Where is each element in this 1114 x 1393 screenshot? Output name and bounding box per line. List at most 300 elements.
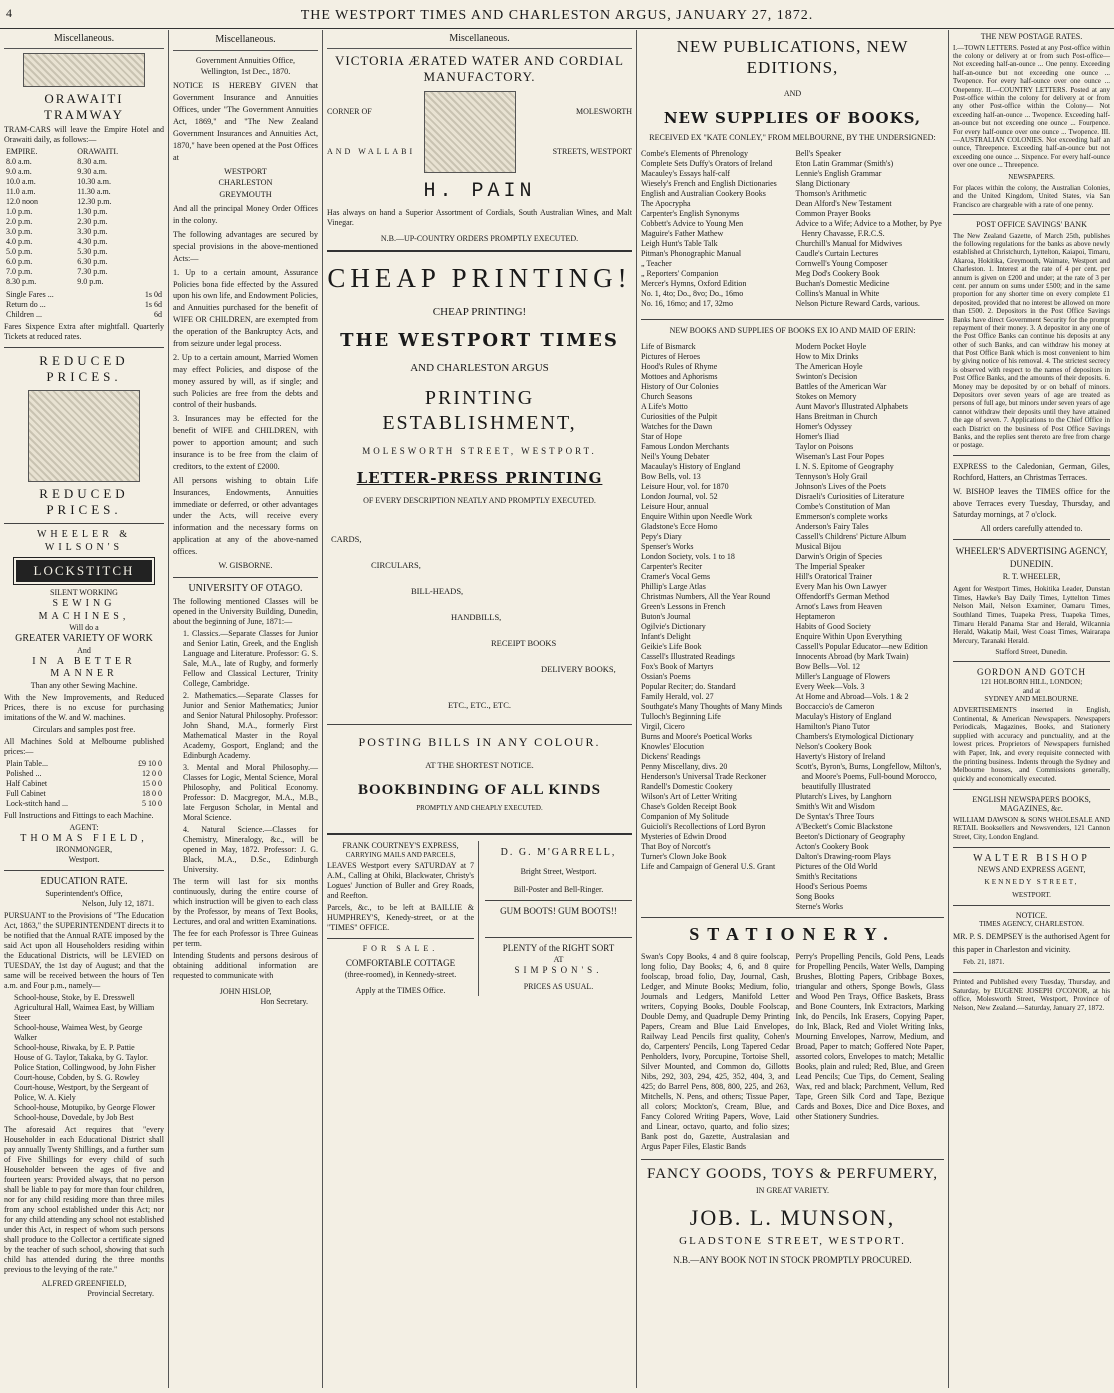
tram-header-empire: EMPIRE. xyxy=(6,147,38,156)
divider xyxy=(485,937,632,938)
masthead xyxy=(0,0,1114,29)
book-list-item: Swinton's Decision xyxy=(795,372,858,382)
promptly-cheaply: PROMPTLY AND CHEAPLY EXECUTED. xyxy=(416,803,543,812)
book-list-item: „ Teacher xyxy=(641,259,672,269)
table-cell: 8.30 p.m. xyxy=(6,277,37,286)
education-text: PURSUANT to the Provisions of "The Education Act, 1863," the SUPERINTENDENT directs it to be notified that the Annual RATE imposed by the said Act upon all Householders residing within the Educational Districts, will be LEVIED on TUESDAY, the 1st day of August; and that the same will be received between the hours of Ten a.m. and Four p.m., namely— xyxy=(4,910,164,990)
book-list-item: Slang Dictionary xyxy=(795,179,850,189)
orders-text: All orders carefully attended to. xyxy=(980,523,1083,533)
english-newspapers: ENGLISH NEWSPAPERS BOOKS, MAGAZINES, &c. xyxy=(972,794,1091,814)
divider xyxy=(953,789,1110,790)
education-closing: The aforesaid Act requires that "every Householder in each Educational District shall pay annually Twenty Shillings, and a further sum of Five Shillings for every child of such Householder between the ages of five and fourteen years: Provided always, that no person shall be liable to pay for more than four children, nor for any child residing more than three miles from any school established under this Act; nor for any child attending any school not established under this Act, in respect of whom such persons shall produce to the Collector a certificate signed by the teacher of such school, showing that such child has attended during the three months previous to the levying of the rate." xyxy=(4,1124,164,1274)
book-list-item: Popular Reciter; do. Standard xyxy=(641,682,736,692)
courtney-title: FRANK COURTNEY'S EXPRESS, xyxy=(342,840,459,850)
cottage-text: (three-roomed), in Kennedy-street. xyxy=(344,969,457,979)
table-row xyxy=(4,789,164,799)
section-heading: Miscellaneous. xyxy=(4,30,164,49)
book-list-item: Cassell's Popular Educator—new Edition xyxy=(795,642,928,652)
list-item: School-house, Riwaka, by E. P. Pattie xyxy=(14,1042,135,1052)
book-list-item: Spenser's Works xyxy=(641,542,694,552)
book-list-item: Sterne's Works xyxy=(795,902,844,912)
table-cell: 6.0 p.m. xyxy=(6,257,33,266)
silent-working: SILENT WORKING xyxy=(50,588,118,598)
courtney-text-2: Parcels, &c., to be left at BAILLIE & HUMPHREY'S, Kenedy-street, or at the "TIMES" OFFICE. xyxy=(327,903,474,933)
book-list-1-left xyxy=(641,149,790,309)
victoria-address xyxy=(327,91,632,173)
table-row xyxy=(4,267,164,277)
book-list-item: Turner's Clown Joke Book xyxy=(641,852,727,862)
list-item: Agricultural Hall, Waimea East, by William Steer xyxy=(14,1002,155,1022)
book-list-item: Henderson's Universal Trade Reckoner xyxy=(641,772,767,782)
book-list-item: Penny Miscellany, divs. 20 xyxy=(641,762,728,772)
divider xyxy=(641,917,944,918)
book-list-item: Advice to a Wife; Advice to a Mother, by Pye Henry Chavasse, F.R.C.S. xyxy=(795,219,942,239)
and-text: AND xyxy=(783,88,802,98)
book-list-item: Caudle's Curtain Lectures xyxy=(795,249,879,259)
book-list-item: Pitman's Phonographic Manual xyxy=(641,249,742,259)
divider xyxy=(953,539,1110,540)
table-cell: 5 10 0 xyxy=(142,798,162,808)
greater-variety: GREATER VARIETY OF WORK xyxy=(15,633,153,645)
book-list-item: Dean Alford's New Testament xyxy=(795,199,892,209)
table-cell: 12.30 p.m. xyxy=(77,197,112,206)
divider xyxy=(953,455,1110,456)
gladstone-street: GLADSTONE STREET, WESTPORT. xyxy=(679,1235,906,1247)
education-title: EDUCATION RATE. xyxy=(40,876,128,888)
book-list-item: De Syntax's Three Tours xyxy=(795,812,875,822)
book-list-item: Battles of the American War xyxy=(795,382,887,392)
divider xyxy=(485,900,632,901)
section-heading: Miscellaneous. xyxy=(173,30,318,51)
education-date: Nelson, July 12, 1871. xyxy=(82,898,154,908)
book-list-item: Mysteries of Edwin Drood xyxy=(641,832,727,842)
dawson-text: WILLIAM DAWSON & SONS WHOLESALE AND RETAIL Booksellers and Newsvenders, 121 Cannon Street, City, London England. xyxy=(953,815,1110,842)
table-cell: £9 10 0 xyxy=(138,758,162,768)
courtney-sub: CARRYING MAILS AND PARCELS, xyxy=(345,850,456,859)
book-list-item: Mottoes and Aphorisms xyxy=(641,372,718,382)
book-list-item: Nelson's Cookery Book xyxy=(795,742,872,752)
book-list-item: Christmas Numbers, All the Year Round xyxy=(641,592,771,602)
mgarrell-advert xyxy=(485,841,632,996)
table-row xyxy=(4,300,164,310)
table-cell: Children ... xyxy=(6,310,42,319)
book-list-item: Randell's Domestic Cookery xyxy=(641,782,733,792)
list-item: House of G. Taylor, Takaka, by G. Taylor. xyxy=(14,1052,148,1062)
walter-bishop: WALTER BISHOP xyxy=(973,852,1090,864)
advertisements-text: ADVERTISEMENTS inserted in English, Continental, & American Newspapers. Newspapers Periodicals, Magazines, Books, and Stationery supplied with accuracy and punctuality, and at the lowest prices. Proprietors of Newspapers furnished with Paper, Ink, and every requisite connected with the printing business. Indents through the Sydney and Melbourne houses, and Commissions generally, quickly and economically executed. xyxy=(953,705,1110,783)
stationery-text xyxy=(641,950,944,1154)
book-list-item: No. 16, 16mo; and 17, 32mo xyxy=(641,299,733,309)
table-row xyxy=(4,759,164,769)
cheap-printing-headline: CHEAP PRINTING! xyxy=(327,263,632,293)
book-list-item: Bow Bells, vol. 13 xyxy=(641,472,701,482)
table-row xyxy=(4,769,164,779)
table-cell: 12 0 0 xyxy=(142,768,162,778)
wheeler-title: WHEELER'S ADVERTISING AGENCY, DUNEDIN. xyxy=(955,546,1108,570)
book-list-item: Burns and Moore's Poetical Works xyxy=(641,732,752,742)
book-list-item: Geikie's Life Book xyxy=(641,642,702,652)
divider xyxy=(173,577,318,578)
table-row xyxy=(4,217,164,227)
book-list-item: Cobbett's Advice to Young Men xyxy=(641,219,744,229)
table-cell: 3.0 p.m. xyxy=(6,227,33,236)
divider xyxy=(953,847,1110,848)
book-list-item: Guicioli's Recollections of Lord Byron xyxy=(641,822,766,832)
received-text: RECEIVED EX "KATE CONLEY," FROM MELBOURNE, BY THE UNDERSIGNED: xyxy=(649,133,936,143)
book-list-item: Offendorff's German Method xyxy=(795,592,890,602)
book-list-item: No. 1, 4to; Do., 8vo; Do., 16mo xyxy=(641,289,744,299)
university-signature-title: Hon Secretary. xyxy=(260,997,308,1007)
tram-intro: TRAM-CARS will leave the Empire Hotel and Orawaiti daily, as follows:— xyxy=(4,125,164,144)
bottom-adverts xyxy=(327,841,632,996)
list-item: School-house, Dovedale, by Job Best xyxy=(14,1112,134,1122)
book-list-item: At Home and Abroad—Vols. 1 & 2 xyxy=(795,692,909,702)
table-cell: 12.0 noon xyxy=(6,197,38,206)
table-cell: Single Fares ... xyxy=(6,290,54,299)
every-description: OF EVERY DESCRIPTION NEATLY AND PROMPTLY EXECUTED. xyxy=(363,495,596,505)
express-text: EXPRESS to the Caledonian, German, Giles, Rochford, Hatters, an Christmas Terraces. xyxy=(953,461,1110,483)
divider xyxy=(953,972,1110,973)
postage-title: THE NEW POSTAGE RATES. xyxy=(980,32,1083,41)
stafford-street: Stafford Street, Dunedin. xyxy=(995,647,1068,656)
great-variety: IN GREAT VARIETY. xyxy=(756,1185,829,1195)
book-list-item: Habits of Good Society xyxy=(795,622,871,632)
book-list-item: Modern Pocket Hoyle xyxy=(795,342,867,352)
book-list-item: The American Hoyle xyxy=(795,362,863,372)
item-billheads: BILL-HEADS, xyxy=(411,585,464,596)
savings-bank-title: POST OFFICE SAVINGS' BANK xyxy=(976,220,1087,230)
table-row xyxy=(4,257,164,267)
book-list-item: Every Week—Vols. 3 xyxy=(795,682,865,692)
table-row xyxy=(4,277,164,287)
streets-westport: STREETS, WESTPORT xyxy=(552,147,632,156)
university-fee: The fee for each Professor is Three Guineas per term. xyxy=(173,929,318,949)
table-cell: 10.0 a.m. xyxy=(6,177,36,186)
kennedy-street: KENNEDY STREET, xyxy=(984,878,1079,887)
savings-bank-text: The New Zealand Gazette, of March 25th, publishes the following regulations for the banks as above newly established at Christchurch, Lyttelton, Kaiapoi, Timaru, Akaroa, Hokitika, Greymouth, Waimate, Westport and Charleston. 1. Interest at the rate of 4 per cent. per annum is given on £200 and under; at the rate of 3 per cent. per annum on sums under £500; and in the same proportion for any shorter time on every complete £1 deposited, provided that no interest be allowed on more than £500. 2. Depositors in the Post Office Savings Banks have direct Government Security for the prompt repayment of their money. 3. A depositor in any one of the Post Office Banks can continue his deposits at any other of such Banks, and can withdraw his money at that Post Office Bank which is most convenient to him by giving notice of his removal. 4. The strictest secrecy is observed with respect to the names of depositors in Post Office Banks, and the amounts of their deposits. 6. Money may be deposited by or on behalf of minors. Depositors over seven years of age are treated as persons of full age, but minors under seven years of age cannot withdraw their deposits until they have attained the age of seven. 7. Applications to the Chief Office in each District on the business of Post Office Savings Banks, and the replies sent thereto are free from charge or postage. xyxy=(953,231,1110,450)
fancy-goods-headline: FANCY GOODS, TOYS & PERFUMERY, xyxy=(647,1165,938,1182)
column-2 xyxy=(169,30,322,1388)
divider xyxy=(327,938,474,939)
address-left xyxy=(327,107,417,157)
dempsey-text: MR. P. S. DEMPSEY is the authorised Agent for this paper in Charleston and vicinity. xyxy=(953,931,1110,954)
book-list-item: Pictures of the Old World xyxy=(795,862,878,872)
book-list-item: Darwin's Origin of Species xyxy=(795,552,883,562)
item-handbills: HANDBILLS, xyxy=(451,611,502,622)
book-list-item: Bow Bells—Vol. 12 xyxy=(795,662,861,672)
education-signature-title: Provincial Secretary. xyxy=(87,1288,154,1298)
news-express-agent: NEWS AND EXPRESS AGENT, xyxy=(977,864,1086,874)
sewing-machine-illustration xyxy=(28,390,140,482)
book-list-item: Thomson's Arithmetic xyxy=(795,189,867,199)
table-row xyxy=(4,290,164,300)
book-list-item: Enquire Within Upon Everything xyxy=(795,632,902,642)
posting-bills: POSTING BILLS IN ANY COLOUR. xyxy=(358,735,601,750)
book-list-item: Pepy's Diary xyxy=(641,532,682,542)
gum-boots: GUM BOOTS! GUM BOOTS!! xyxy=(500,906,617,916)
school-list xyxy=(4,993,164,1123)
book-list-item: Every Man his Own Lawyer xyxy=(795,582,887,592)
book-list-item: Infant's Delight xyxy=(641,632,691,642)
table-cell: 11.30 a.m. xyxy=(77,187,111,196)
university-title: UNIVERSITY OF OTAGO. xyxy=(188,582,303,594)
tram-header-orawaiti: ORAWAITI. xyxy=(77,147,119,156)
and-at: and at xyxy=(1022,686,1041,695)
book-list-item: Acton's Cookery Book xyxy=(795,842,869,852)
book-list-item: Cassell's Childrens' Picture Album xyxy=(795,532,907,542)
prices-usual: PRICES AS USUAL. xyxy=(523,981,594,991)
table-cell: 1s 6d xyxy=(144,300,162,309)
divider xyxy=(4,523,164,524)
item-cards: CARDS, xyxy=(331,533,362,544)
book-list-item: Smith's Recitations xyxy=(795,872,858,882)
table-cell: 11.0 a.m. xyxy=(6,187,36,196)
book-list-item: Neil's Young Debater xyxy=(641,452,710,462)
holborn-hill: 121 HOLBORN HILL, LONDON; xyxy=(980,677,1083,686)
divider xyxy=(953,661,1110,662)
list-item: Police Station, Collingwood, by John Fisher xyxy=(14,1062,156,1072)
book-list-item: Disraeli's Curiosities of Literature xyxy=(795,492,905,502)
munson-name: JOB. L. MUNSON, xyxy=(689,1204,896,1230)
table-cell: 6d xyxy=(154,310,162,319)
town-westport: WESTPORT xyxy=(224,166,267,176)
book-list-item: Wilson's Art of Letter Writing xyxy=(641,792,737,802)
column-5 xyxy=(949,30,1114,1388)
book-list-item: A Life's Motto xyxy=(641,402,688,412)
book-list-item: Gladstone's Ecce Homo xyxy=(641,522,718,532)
book-list-item: Arnot's Laws from Heaven xyxy=(795,602,883,612)
table-row xyxy=(4,167,164,177)
fares-note: Fares Sixpence Extra after mightfall. Quarterly Tickets at reduced rates. xyxy=(4,322,164,341)
gov-point: 1. Up to a certain amount, Assurance Policies bona fide effected by the Assured upon his own life, and Endowment Policies, and Annuities purchased for the benefit of WIFE OR CHILDREN, are exempted from the operation of the Bankruptcy Acts, and from seizure under legal process. xyxy=(173,267,318,348)
divider xyxy=(4,870,164,871)
newspapers-text: For places within the colony, the Australian Colonies, and the United Kingdom, United States, via San Francisco are chargeable with a rate of one penny. xyxy=(953,183,1110,209)
book-list-item: Dalton's Drawing-room Plays xyxy=(795,852,891,862)
bishop-text: W. BISHOP leaves the TIMES office for the above Terraces every Tuesday, Thursday, and Saturday mornings, at 7 o'clock. xyxy=(953,486,1110,520)
table-cell: 3.30 p.m. xyxy=(77,227,108,236)
book-list-item: History of Our Colonies xyxy=(641,382,719,392)
table-cell: Lock-stitch hand ... xyxy=(6,798,68,808)
book-list-item: Common Prayer Books xyxy=(795,209,871,219)
bookbinding: BOOKBINDING OF ALL KINDS xyxy=(357,782,602,798)
gov-signature: W. GISBORNE. xyxy=(218,561,273,571)
new-publications-headline: NEW PUBLICATIONS, NEW EDITIONS, xyxy=(676,37,909,78)
book-list-item: Miller's Language of Flowers xyxy=(795,672,891,682)
university-term: The term will last for six months continuously, during the entire course of which instruction will be given to each class by the Professor, by means of Text Books, Lectures, and oral and written Examinations. xyxy=(173,877,318,927)
book-list-item: Carpenter's English Synonyms xyxy=(641,209,740,219)
book-list-item: That Boy of Norcott's xyxy=(641,842,711,852)
reduced-prices-heading-2: REDUCED PRICES. xyxy=(39,485,129,517)
book-list-item: Ossian's Poems xyxy=(641,672,691,682)
upcountry-note: N.B.—UP-COUNTRY ORDERS PROMPTLY EXECUTED. xyxy=(380,234,579,243)
gov-text-3: The following advantages are secured by special provisions in the above-mentioned Acts:— xyxy=(173,229,318,263)
book-list-item: Wiesely's French and English Dictionaries xyxy=(641,179,777,189)
table-cell: 18 0 0 xyxy=(142,788,162,798)
table-cell: 1.0 p.m. xyxy=(6,207,33,216)
item-etc: ETC., ETC., ETC. xyxy=(447,699,512,710)
book-list-item: Boccaccio's de Cameron xyxy=(795,702,875,712)
address-right xyxy=(522,107,632,157)
fares-table xyxy=(4,290,164,320)
column-3 xyxy=(323,30,636,1388)
table-row xyxy=(4,799,164,809)
agent-name: THOMAS FIELD, xyxy=(20,832,148,844)
town-charleston: CHARLESTON xyxy=(218,178,273,188)
letterpress-printing: LETTER-PRESS PRINTING xyxy=(356,469,603,487)
book-list-item: Plutarch's Lives, by Langhorn xyxy=(795,792,892,802)
price-table xyxy=(4,759,164,809)
table-row xyxy=(4,237,164,247)
book-list-item: Famous London Merchants xyxy=(641,442,729,452)
book-list-item: Family Herald, vol. 27 xyxy=(641,692,714,702)
table-row xyxy=(4,310,164,320)
newspaper-title: THE WESTPORT TIMES AND CHARLESTON ARGUS, JANUARY 27, 1872. xyxy=(300,8,814,23)
table-cell: Plain Table... xyxy=(6,758,48,768)
tram-illustration xyxy=(23,53,145,87)
university-class: 1. Classics.—Separate Classes for Junior and Senior Latin, Greek, and the English Language and Literature. Professor: G. S. Sale, M.A., late of Rugby, and formerly Fellow and Classical Lecturer, Trinity College, Cambridge. xyxy=(183,629,318,689)
divider xyxy=(953,214,1110,215)
table-cell: 5.0 p.m. xyxy=(6,247,33,256)
charleston-argus: AND CHARLESTON ARGUS xyxy=(410,362,549,374)
book-list-item: Tulloch's Beginning Life xyxy=(641,712,721,722)
university-class: 3. Mental and Moral Philosophy.—Classes for Logic, Mental Science, Moral Philosophy, and Political Economy. Professor: D. Macgregor, M.A., M.B., late Ferguson Scholar, in Mental and Moral Science. xyxy=(183,763,318,823)
book-list-item: Mercer's Hymns, Oxford Edition xyxy=(641,279,747,289)
book-list-item: Life of Bismarck xyxy=(641,342,696,352)
table-cell: 5.30 p.m. xyxy=(77,247,108,256)
book-list-item: A'Beckett's Comic Blackstone xyxy=(795,822,893,832)
tram-title: ORAWAITI TRAMWAY xyxy=(44,90,124,122)
gov-office: Government Annuities Office, xyxy=(195,55,296,65)
book-list-item: Hans Breitman in Church xyxy=(795,412,878,422)
gov-text-4: All persons wishing to obtain Life Insurances, Endowments, Annuities immediate or deferred, or other advantages under the Acts, will receive every information and the necessary forms on application at any of the above-named offices. xyxy=(173,475,318,557)
establishment-address: MOLESWORTH STREET, WESTPORT. xyxy=(362,445,597,456)
newspapers-title: NEWSPAPERS. xyxy=(1008,173,1055,182)
molesworth: MOLESWORTH xyxy=(576,107,632,116)
list-item: Court-house, Cobden, by S. G. Rowley xyxy=(14,1072,140,1082)
table-cell: 2.0 p.m. xyxy=(6,217,33,226)
table-cell: 6.30 p.m. xyxy=(77,257,108,266)
book-list-item: Haverty's History of Ireland xyxy=(795,752,886,762)
book-list-item: Fox's Book of Martyrs xyxy=(641,662,714,672)
mgarrell-street: Bright Street, Westport. xyxy=(520,867,597,876)
book-list-item: Combe's Elements of Phrenology xyxy=(641,149,748,159)
item-receipt-books: RECEIPT BOOKS xyxy=(491,637,557,648)
book-list-item: Song Books xyxy=(795,892,835,902)
table-cell: 8.30 a.m. xyxy=(77,157,107,166)
book-list-item: Buton's Journal xyxy=(641,612,691,622)
university-intro: The following mentioned Classes will be opened in the University Building, Dunedin, about the beginning of June, 1871:— xyxy=(173,597,318,627)
agent-trade: IRONMONGER, xyxy=(55,845,113,855)
stationery-text-left: Swan's Copy Books, 4 and 8 quire foolscap, long folio, Day Books; 4, 6, and 8 quire foolscap, broad folio, Day, Journal, Cash, Ledger, and Minute Books; Medium, folio, Journals and Ledgers, Manifold Letter writers, Copying Books, Double Foolscap, Double Demy, and Quadruple Demy Printing Papers, Cream and Blue Laid Envelopes, Railway Lead Pencils first quality, Cohen's do, Carpenters' Pencils, Long Tapered Cedar Penholders, Ivory, Porcupine, Tortoise Shell, Silver Mounted, and Common do, Gillotts Nibs, 292, 303, 294, 425, 352, 404, 3, and 425; do Barrel Pens, 808, 800, 225, and 263, Mitchells, N. Pens, and others; Tissue Paper, all colors; Mockton's, Cream, Blue, and Fancy Colored Writing Papers, Wove, Laid and Linear, octavo, quarto, and folio sizes; Bank post do, Gazette, Australasian and Argus Paper Files, Elastic Bands xyxy=(641,951,790,1151)
better-manner: IN A BETTER MANNER xyxy=(32,655,136,680)
book-list-item: Dickens' Readings xyxy=(641,752,701,762)
gov-date: Wellington, 1st Dec., 1870. xyxy=(200,67,291,77)
gov-point: 2. Up to a certain amount, Married Women may effect Policies, and dispose of the money assured by will, as if single; and such Policies are free from the debts and control of their husbands. xyxy=(173,352,318,410)
book-list-item: The Imperial Speaker xyxy=(795,562,865,572)
book-list-item: Musical Bijou xyxy=(795,542,842,552)
university-signature: JOHN HISLOP, xyxy=(219,987,272,997)
and-text: And xyxy=(77,645,91,655)
and-wallabi: AND WALLABI xyxy=(327,147,416,156)
book-list-item: English and Australian Cookery Books xyxy=(641,189,766,199)
than-text: Than any other Sewing Machine. xyxy=(30,680,138,690)
book-list-1-right xyxy=(796,149,945,309)
gov-text: NOTICE IS HEREBY GIVEN that Government Insurance and Annuities Offices, under "The Government Annuities Act, 1869," and "The New Zealand Government Insurances and Annuities Act, 1870," have been opened at the Post Offices at xyxy=(173,81,318,162)
book-list-item: Innocents Abroad (by Mark Twain) xyxy=(795,652,909,662)
table-cell: 10.30 a.m. xyxy=(77,177,111,186)
table-cell: 7.0 p.m. xyxy=(6,267,33,276)
divider xyxy=(953,905,1110,906)
printing-items xyxy=(327,514,632,694)
book-list-item: Eton Latin Grammar (Smith's) xyxy=(795,159,894,169)
book-list-item: Beeton's Dictionary of Geography xyxy=(795,832,906,842)
book-list-item: Virgil, Cicero xyxy=(641,722,685,732)
divider xyxy=(327,724,632,725)
for-sale: FOR SALE. xyxy=(362,944,439,954)
list-item: Court-house, Westport, by the Sergeant of Police, W. A. Kiely xyxy=(14,1082,149,1102)
factory-machine-illustration xyxy=(424,91,516,173)
page-number: 4 xyxy=(6,6,12,20)
table-row xyxy=(4,779,164,789)
book-list-item: Church Seasons xyxy=(641,392,693,402)
column-1 xyxy=(0,30,168,1388)
mgarrell-trade: Bill-Poster and Bell-Ringer. xyxy=(513,885,604,894)
book-list-item: Cornwell's Young Composer xyxy=(795,259,888,269)
book-list-item: London Journal, vol. 52 xyxy=(641,492,718,502)
table-cell: 9.0 p.m. xyxy=(77,277,104,286)
book-list-item: Heptameron xyxy=(795,612,836,622)
improvements-text: With the New Improvements, and Reduced Prices, there is no excuse for purchasing imitations of the W. and W. machines. xyxy=(4,692,164,722)
rt-wheeler: R. T. WHEELER, xyxy=(1002,572,1061,582)
table-cell: 4.30 p.m. xyxy=(77,237,108,246)
book-list-item: Macauley's Essays half-calf xyxy=(641,169,730,179)
book-list-item: Pictures of Heroes xyxy=(641,352,701,362)
table-row xyxy=(4,177,164,187)
table-row xyxy=(4,247,164,257)
book-list-2-left xyxy=(641,342,790,912)
book-list-item: Hood's Rules of Rhyme xyxy=(641,362,718,372)
book-list-item: Lennie's English Grammar xyxy=(795,169,882,179)
westport-text: WESTPORT. xyxy=(1012,890,1051,899)
divider xyxy=(4,347,164,348)
table-cell: 1s 0d xyxy=(144,290,162,299)
stationery-text-right: Perry's Propelling Pencils, Gold Pens, Leads for Propelling Pencils, Water Wells, Damping Brushes, Blotting Papers, Cribbage Boxes, triangular and others, Sponge Bowls, Glass and Wood Pen Trays, Office Baskets, Brass and Bone Counters, Ink Extractors, Marking Ink, do Pencils, Ink Erasers, Copying Paper, do Ink, Black, Red and Violet Writing Inks, Mourning Envelopes, Narrow, Medium, and Broad, Paper to match; Goffered Note Paper, assorted colors, Envelopes to match; Metallic Books, plain and ruled; Red, Blue, and Green Lead Pencils; Cue Tips, do Cement, Sealing Wax, red and black; Parchment, Vellum, Red Tape, Green Silk Cord and Tape, Bezique Cards and Boxes, Dice and Dice Boxes, and other Stationery Sundries. xyxy=(795,951,944,1121)
book-list-item: Tennyson's Holy Grail xyxy=(795,472,868,482)
sewing-machines: SEWING MACHINES, xyxy=(38,598,130,622)
section-heading: Miscellaneous. xyxy=(327,30,632,49)
table-cell: Return do ... xyxy=(6,300,46,309)
circulars-text: Circulars and samples post free. xyxy=(32,724,136,734)
book-list-item: Leigh Hunt's Table Talk xyxy=(641,239,718,249)
instructions-text: Full Instructions and Fittings to each Machine. xyxy=(4,810,154,820)
university-class: 2. Mathematics.—Separate Classes for Junior and Senior Mathematics; Junior and Senior Natural Philosophy. Professor: John Shand, M.A., formerly First Mathematical Master in the Royal Academy, Gosport, England; and the Edinburgh Academy. xyxy=(183,691,318,761)
education-signature: ALFRED GREENFIELD, xyxy=(41,1278,127,1288)
book-list-item: Ogilvie's Dictionary xyxy=(641,622,706,632)
table-cell: 1.30 p.m. xyxy=(77,207,108,216)
book-list-2-right xyxy=(796,342,945,912)
book-list-item: Leisure Hour, vol. for 1870 xyxy=(641,482,729,492)
plenty: PLENTY of the RIGHT SORT xyxy=(502,943,615,954)
shortest-notice: AT THE SHORTEST NOTICE. xyxy=(425,760,534,771)
book-list-item: Green's Lessons in French xyxy=(641,602,726,612)
agent-place: Westport. xyxy=(68,855,100,865)
book-list-item: Hood's Serious Poems xyxy=(795,882,868,892)
mgarrell-title: D. G. M'GARRELL, xyxy=(500,846,617,858)
table-row xyxy=(4,187,164,197)
book-list-item: Smith's Wit and Wisdom xyxy=(795,802,875,812)
table-cell: Half Cabinet xyxy=(6,778,48,788)
book-list-item: The Apocrypha xyxy=(641,199,691,209)
